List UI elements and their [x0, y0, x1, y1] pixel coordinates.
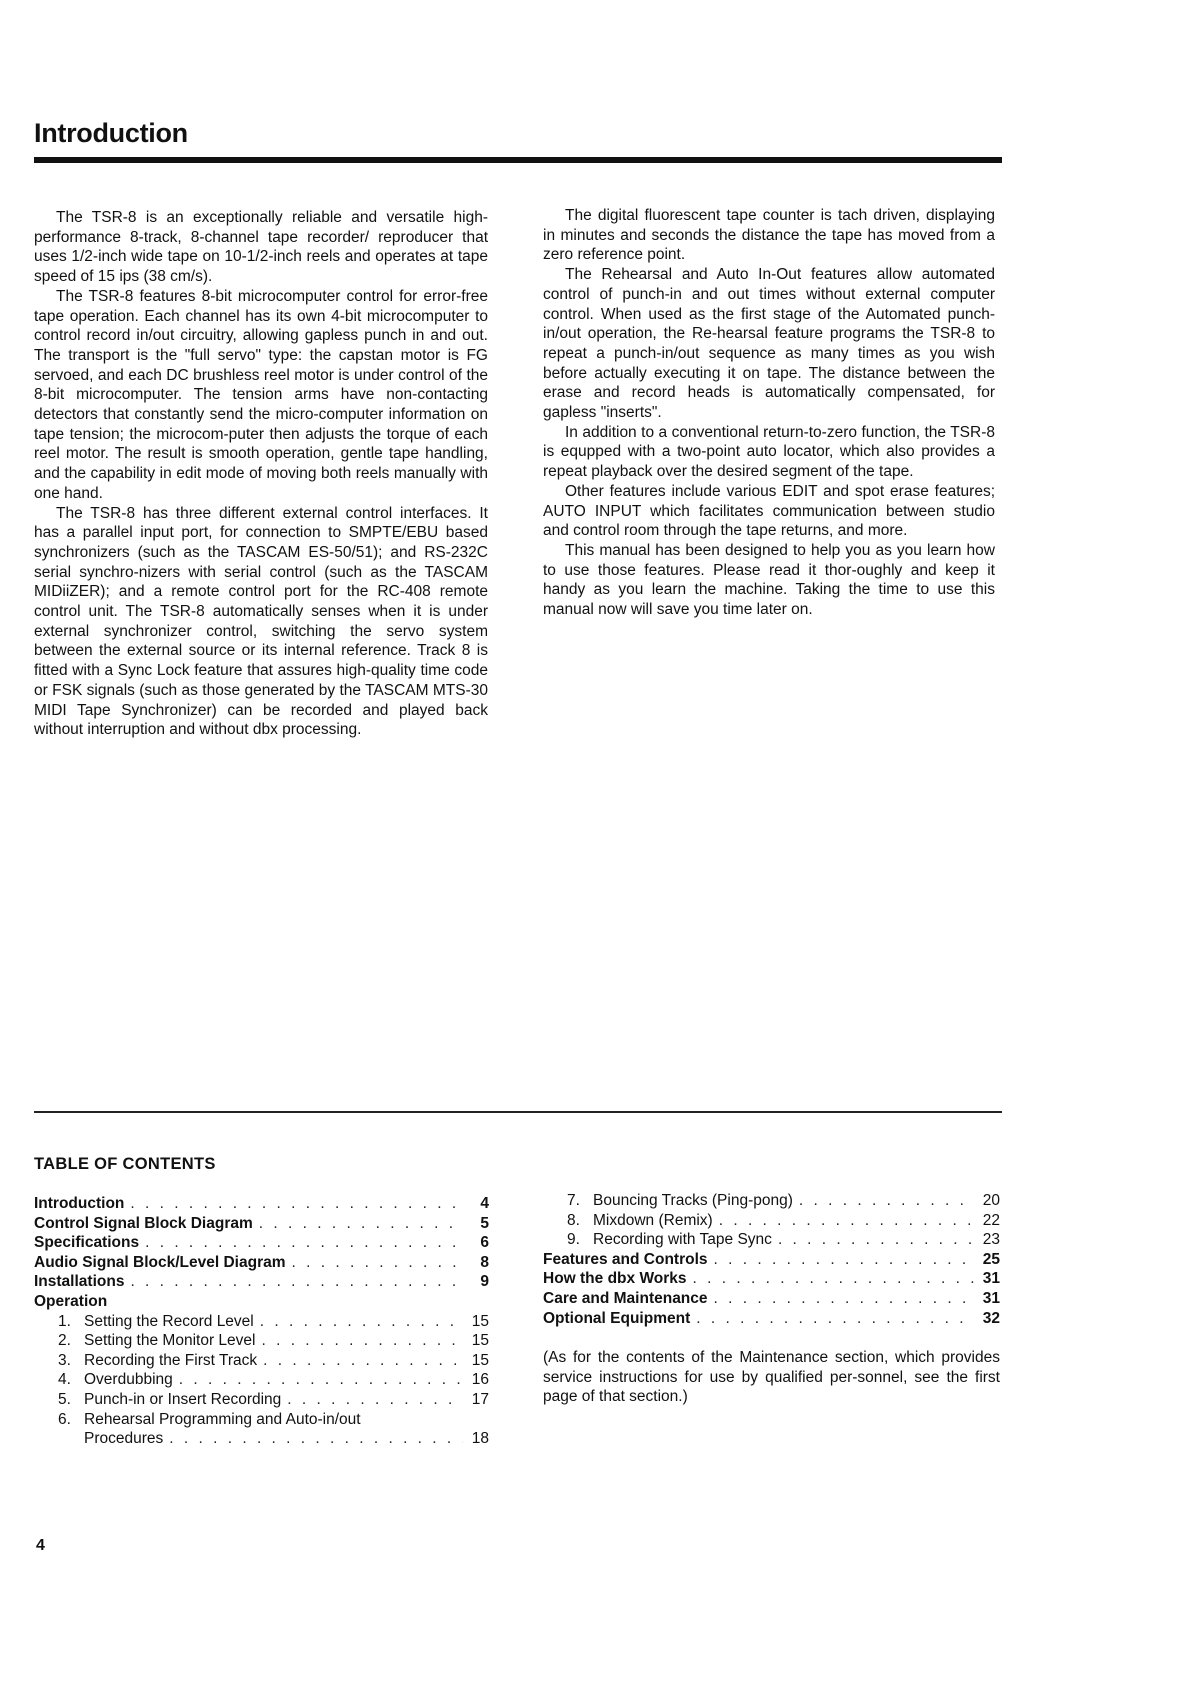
toc-entry-label: Control Signal Block Diagram — [34, 1214, 253, 1232]
toc-right-column — [543, 1191, 1000, 1328]
toc-entry-op9[interactable] — [543, 1230, 1000, 1250]
toc-leader-dots — [714, 1289, 974, 1309]
toc-entry-number: 9. — [567, 1231, 580, 1249]
toc-entry-op4[interactable] — [34, 1370, 489, 1390]
toc-entry-page: 31 — [982, 1270, 1000, 1288]
intro-paragraph: The TSR-8 is an exceptionally reliable and versatile high-performance 8-track, 8-channel tape recorder/ reproducer that uses 1/2-inch wide tape on 10-1/2-inch reels and operates at tape speed of 15 ips (38 cm/s). — [34, 209, 488, 286]
toc-entry-dbx[interactable] — [543, 1269, 1000, 1289]
toc-leader-dots — [778, 1230, 974, 1250]
toc-entry-page: 23 — [982, 1231, 1000, 1249]
toc-entry-label: Setting the Record Level — [84, 1312, 254, 1330]
toc-leader-dots — [292, 1253, 463, 1273]
toc-leader-dots — [263, 1351, 463, 1371]
toc-leader-dots — [145, 1233, 463, 1253]
toc-entry-op2[interactable] — [34, 1331, 489, 1351]
toc-leader-dots — [169, 1429, 463, 1449]
toc-entry-label: Care and Maintenance — [543, 1289, 708, 1307]
intro-paragraph: The Rehearsal and Auto In-Out features allow automated control of punch-in and out times without external computer control. When used as the first stage of the Automated punch-in/out operation, the Re-hearsal feature programs the TSR-8 to repeat a punch-in/out sequence as many times as you wish before actually executing it on tape. The distance between the erase and record heads is automatically compensated, for gapless "inserts". — [543, 266, 995, 422]
toc-entry-number: 4. — [58, 1371, 71, 1389]
toc-entry-label: Bouncing Tracks (Ping-pong) — [593, 1192, 793, 1209]
toc-entry-label: Rehearsal Programming and Auto-in/out — [84, 1410, 361, 1428]
toc-entry-page: 31 — [982, 1289, 1000, 1307]
toc-entry-specifications[interactable] — [34, 1233, 489, 1253]
toc-entry-op8[interactable] — [543, 1211, 1000, 1231]
toc-leader-dots — [259, 1214, 463, 1234]
toc-entry-label: Recording the First Track — [84, 1351, 258, 1369]
toc-entry-label: Overdubbing — [84, 1371, 173, 1389]
toc-entry-number: 2. — [58, 1332, 71, 1350]
toc-entry-page: 17 — [471, 1390, 489, 1408]
toc-entry-label: Setting the Monitor Level — [84, 1332, 256, 1350]
toc-leader-dots — [693, 1269, 974, 1289]
toc-entry-label: Punch-in or Insert Recording — [84, 1390, 282, 1408]
toc-rule — [34, 1111, 1002, 1113]
toc-entry-page: 15 — [471, 1312, 489, 1330]
toc-entry-label: Introduction — [34, 1195, 125, 1212]
toc-left-column — [34, 1194, 489, 1449]
toc-entry-page: 20 — [982, 1192, 1000, 1209]
title-rule — [34, 157, 1002, 163]
toc-entry-label: Mixdown (Remix) — [593, 1211, 713, 1229]
toc-heading: TABLE OF CONTENTS — [34, 1155, 216, 1173]
toc-entry-number: 5. — [58, 1390, 71, 1408]
toc-entry-op1[interactable] — [34, 1312, 489, 1332]
toc-leader-dots — [130, 1272, 463, 1292]
toc-note: (As for the contents of the Maintenance section, which provides service instructions for use by qualified per-sonnel, see the first page of that section.) — [543, 1349, 1000, 1406]
toc-entry-number: 3. — [58, 1351, 71, 1369]
toc-section-operation — [34, 1292, 489, 1312]
toc-entry-page: 15 — [471, 1351, 489, 1369]
toc-entry-number: 6. — [58, 1410, 71, 1428]
toc-entry-label: Features and Controls — [543, 1250, 708, 1268]
toc-leader-dots — [179, 1370, 463, 1390]
toc-entry-label: Audio Signal Block/Level Diagram — [34, 1253, 286, 1271]
toc-entry-page: 4 — [480, 1195, 489, 1212]
toc-entry-page: 16 — [471, 1371, 489, 1389]
toc-entry-page: 22 — [982, 1211, 1000, 1229]
toc-entry-op5[interactable] — [34, 1390, 489, 1410]
toc-entry-op6[interactable] — [34, 1410, 489, 1430]
intro-paragraph: In addition to a conventional return-to-zero function, the TSR-8 is equpped with a two-point auto locator, which also provides a repeat playback over the desired segment of the tape. — [543, 423, 995, 481]
toc-entry-op7[interactable] — [543, 1191, 1000, 1211]
toc-entry-number: 1. — [58, 1312, 71, 1330]
toc-entry-page: 18 — [471, 1430, 489, 1448]
toc-entry-page: 9 — [480, 1273, 489, 1291]
toc-leader-dots — [714, 1250, 975, 1270]
toc-entry-label: Recording with Tape Sync — [593, 1231, 772, 1249]
toc-entry-number: 8. — [567, 1211, 580, 1229]
intro-paragraph: The TSR-8 has three different external control interfaces. It has a parallel input port, for connection to SMPTE/EBU based synchronizers (such as the TASCAM ES-50/51); and RS-232C serial synchro-nizers with serial control (such as the TASCAM MIDiiZER); and a remote control port for the RC-408 remote control unit. The TSR-8 automatically senses when it is under external synchronizer control, switching the servo system between the external source or its internal reference. Track 8 is fitted with a Sync Lock feature that assures high-quality time code or FSK signals (such as those generated by the TASCAM MTS-30 MIDI Tape Synchronizer) can be recorded and played back without interruption and without dbx processing. — [34, 504, 488, 739]
intro-paragraph: The digital fluorescent tape counter is tach driven, displaying in minutes and seconds the distance the tape has moved from a zero reference point. — [543, 207, 995, 264]
toc-leader-dots — [261, 1331, 463, 1351]
toc-leader-dots — [130, 1194, 463, 1214]
toc-leader-dots — [260, 1312, 463, 1332]
intro-paragraph: This manual has been designed to help you as you learn how to use those features. Please read it thor-oughly and keep it handy as you learn the machine. Taking the time to use this manual now will save you time later on. — [543, 541, 995, 619]
toc-entry-optional[interactable] — [543, 1309, 1000, 1329]
intro-paragraph: The TSR-8 features 8-bit microcomputer control for error-free tape operation. Each channel has its own 4-bit microcomputer to control record in/out circuitry, allowing gapless punch in and out. The transport is the "full servo" type: the capstan motor is FG servoed, and each DC brushless reel motor is under control of the 8-bit microcomputer. The tension arms have non-contacting detectors that constantly send the micro-computer information on tape tension; the microcom-puter then adjusts the torque of each reel motor. The result is smooth operation, gentle tape handling, and the capability in edit mode of moving both reels manually with one hand. — [34, 287, 488, 502]
toc-leader-dots — [719, 1211, 974, 1231]
toc-entry-page: 25 — [982, 1250, 1000, 1268]
toc-entry-care[interactable] — [543, 1289, 1000, 1309]
page-title: Introduction — [34, 118, 188, 148]
toc-entry-page: 15 — [471, 1332, 489, 1350]
intro-left-column — [34, 208, 488, 740]
toc-entry-number: 7. — [567, 1192, 580, 1209]
toc-entry-op6-cont[interactable] — [34, 1429, 489, 1449]
toc-entry-installations[interactable] — [34, 1272, 489, 1292]
intro-right-column — [543, 206, 995, 620]
toc-leader-dots — [696, 1309, 974, 1329]
toc-entry-page: 32 — [982, 1309, 1000, 1327]
toc-leader-dots — [287, 1390, 463, 1410]
toc-entry-page: 6 — [480, 1234, 489, 1252]
toc-entry-label: Specifications — [34, 1234, 140, 1252]
intro-paragraph: Other features include various EDIT and spot erase features; AUTO INPUT which facilitates communication between studio and control room through the tape returns, and more. — [543, 482, 995, 540]
toc-entry-control-signal[interactable] — [34, 1214, 489, 1234]
page-number: 4 — [36, 1537, 45, 1554]
toc-entry-introduction[interactable] — [34, 1194, 489, 1214]
toc-entry-label: Procedures — [84, 1430, 164, 1448]
toc-entry-label: Installations — [34, 1273, 125, 1291]
toc-entry-label: Operation — [34, 1292, 108, 1310]
toc-leader-dots — [799, 1191, 974, 1211]
toc-entry-page: 8 — [480, 1253, 489, 1271]
toc-entry-features[interactable] — [543, 1250, 1000, 1270]
toc-entry-audio-signal[interactable] — [34, 1253, 489, 1273]
toc-entry-label: How the dbx Works — [543, 1270, 687, 1288]
toc-entry-label: Optional Equipment — [543, 1309, 691, 1327]
toc-entry-page: 5 — [480, 1214, 489, 1232]
toc-entry-op3[interactable] — [34, 1351, 489, 1371]
